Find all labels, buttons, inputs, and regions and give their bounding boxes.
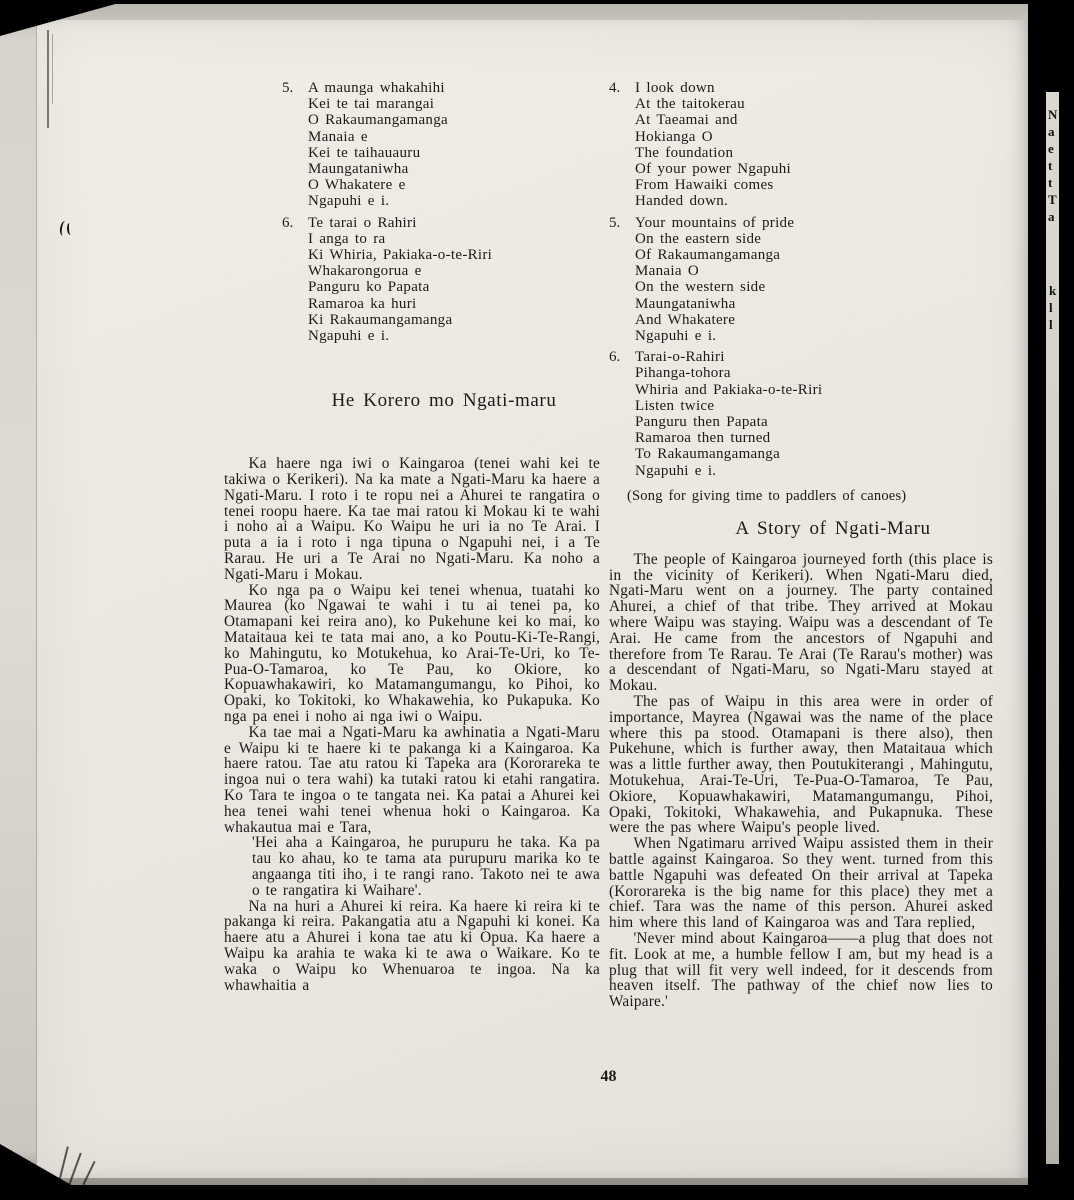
paragraph: Ka haere nga iwi o Kaingaroa (tenei wahi kei te takiwa o Kerikeri). Na ka mate a Ngati-Maru ka haere a Ngati-Maru. I roto i te ropu nei a Ahurei te rangatira o tenei roopu haere. Ka tae mai ratou ki Mokau ki te wahi i noho ai a Waipu. Ko Waipu he uri ia no Te Arai. I puta a ia i roto i nga tipuna o Ngapuhi nei, i a Te Rarau. He uri a Te Arai no Ngati-Maru. Ka noho a Ngati-Maru i Mokau. bbox=[224, 455, 600, 583]
verse-line: Listen twice bbox=[635, 397, 715, 414]
edge-letter: l bbox=[1049, 300, 1053, 315]
verse-line: Hokianga O bbox=[635, 128, 713, 145]
verse-line: Of Rakaumangamanga bbox=[635, 247, 781, 264]
paragraph: 'Never mind about Kaingaroa——a plug that does not fit. Look at me, a humble fellow I am, but my head is a plug that will fit very well indeed, for it descends from heaven itself. The pathway of the chief now lies to Waipare.' bbox=[609, 930, 993, 1011]
verse-line: Kei te taihauauru bbox=[308, 144, 421, 161]
verse-line: Ramaroa ka huri bbox=[308, 295, 417, 312]
edge-letter: t bbox=[1048, 175, 1053, 190]
verse bbox=[609, 215, 993, 345]
verse-line: O Whakatere e bbox=[308, 177, 406, 194]
verse-lines bbox=[635, 80, 791, 210]
paragraph: Na na huri a Ahurei ki reira. Ka haere ki reira ki te pakanga ki reira. Pakangatia atu a Ngapuhi ki konei. Ka haere atu a Ahurei i kona tae atu ki Opua. Ka haere a Waipu ka arahia te waka ki te awa o Waikare. Ko te waka o Waipu ko Whenuaroa te ingoa. Na ka whawhaitia a bbox=[224, 897, 600, 994]
verse-line: Of your power Ngapuhi bbox=[635, 161, 792, 178]
book-page bbox=[36, 20, 1033, 1178]
verse-line: I look down bbox=[635, 80, 715, 96]
edge-text-fragments-mid bbox=[1049, 282, 1056, 333]
edge-text-fragments-top bbox=[1048, 106, 1057, 225]
verse-line: Your mountains of pride bbox=[635, 214, 795, 231]
verse-lines bbox=[635, 349, 822, 479]
scan-bottom-black-edge bbox=[0, 1185, 1074, 1200]
verse-line: O Rakaumangamanga bbox=[308, 112, 448, 129]
right-column bbox=[609, 80, 993, 1010]
verse-line: Manaia O bbox=[635, 263, 699, 280]
paragraph: Ko nga pa o Waipu kei tenei whenua, tuatahi ko Maurea (ko Ngawai te wahi i tu ai tenei pa, ko Otamapani kei reira ano), ko Pukehune kei ko mai, ko Mataitaua kei te tata mai ano, a ko Poutu-Ki-Te-Rangi, ko Mahingutu, ko Motukehua, ko Arai-Te-Uri, ko Te-Pua-O-Tamaroa, ko Te Pau, ko Okiore, ko Kopuawhakawiri, ko Matamangumangu, ko Pihoi, ko Opaki, ko Tokitoki, ko Whakawehia, ko Pukapuka. Ko nga pa enei i noho ai nga iwi o Waipu. bbox=[224, 581, 600, 725]
verse-line: Maungataniwha bbox=[308, 161, 409, 178]
right-paragraphs bbox=[609, 552, 993, 1010]
right-verses bbox=[609, 80, 993, 479]
verse-line: Ramaroa then turned bbox=[635, 430, 771, 447]
page-number: 48 bbox=[600, 1068, 617, 1085]
edge-letter: a bbox=[1048, 124, 1055, 139]
verse-number: 5. bbox=[609, 214, 621, 231]
verse-lines bbox=[635, 215, 794, 345]
verse-line: On the western side bbox=[635, 279, 766, 296]
verse-line: Manaia e bbox=[308, 128, 368, 145]
verse bbox=[282, 80, 600, 210]
verse-line: Panguru ko Papata bbox=[308, 279, 430, 296]
verse-line: Ngapuhi e i. bbox=[635, 462, 717, 479]
verse-line: Whiria and Pakiaka-o-te-Riri bbox=[635, 381, 823, 398]
verse-line: On the eastern side bbox=[635, 230, 762, 247]
verse-lines bbox=[308, 215, 492, 345]
verse-line: Ngapuhi e i. bbox=[635, 328, 717, 345]
verse-line: Handed down. bbox=[635, 193, 729, 210]
verse-number: 6. bbox=[282, 214, 294, 231]
verse-line: Pihanga-tohora bbox=[635, 365, 731, 382]
verse-line: Te tarai o Rahiri bbox=[308, 214, 417, 231]
left-verses bbox=[282, 80, 600, 344]
edge-letter: l bbox=[1049, 317, 1053, 332]
verse-line: Ki Whiria, Pakiaka-o-te-Riri bbox=[308, 247, 493, 264]
binding-mark bbox=[52, 34, 53, 104]
song-caption: (Song for giving time to paddlers of canoes) bbox=[627, 487, 907, 504]
verse-line: Maungataniwha bbox=[635, 295, 736, 312]
section-heading-english: A Story of Ngati-Maru bbox=[735, 517, 931, 539]
verse-line: A maunga whakahihi bbox=[308, 80, 445, 96]
edge-letter: N bbox=[1048, 107, 1058, 122]
edge-letter: T bbox=[1048, 192, 1057, 207]
verse-line: Ki Rakaumangamanga bbox=[308, 311, 453, 328]
binding-mark bbox=[47, 30, 49, 128]
verse-line: And Whakatere bbox=[635, 311, 736, 328]
quote-paragraph: 'Hei aha a Kaingaroa, he purupuru he taka. Ka pa tau ko ahau, ko te tama ata purupuru marika ko te angaanga titi iho, i te rangi rano. Takoto nei te awa o te rangatira ki Waihare'. bbox=[252, 834, 600, 899]
edge-letter: e bbox=[1048, 141, 1054, 156]
edge-letter: k bbox=[1049, 283, 1057, 298]
verse-line: At the taitokerau bbox=[635, 96, 745, 113]
left-paragraphs bbox=[224, 456, 600, 993]
left-column bbox=[224, 80, 600, 993]
verse-line: At Taeamai and bbox=[635, 112, 738, 129]
verse-line: From Hawaiki comes bbox=[635, 177, 774, 194]
verse-line: Tarai-o-Rahiri bbox=[635, 349, 725, 366]
verse-line: The foundation bbox=[635, 144, 734, 161]
paragraph: When Ngatimaru arrived Waipu assisted them in their battle against Kaingaroa. So they went. turned from this battle Ngapuhi was defeated On their arrival at Tapeka (Kororareka is the big name for this place) they met a chief. Tara was the name of this person. Ahurei asked him where this land of Kaingaroa was and Tara replied, bbox=[609, 835, 993, 932]
scan-corner-shadow-top-left bbox=[0, 0, 130, 36]
verse bbox=[609, 349, 993, 479]
verse-line: I anga to ra bbox=[308, 230, 386, 247]
paragraph: The people of Kaingaroa journeyed forth (this place is in the vicinity of Kerikeri). When Ngati-Maru died, Ngati-Maru went on a journey. The party contained Ahurei, a chief of that tribe. They arrived at Mokau where Waipu was staying. Waipu was a descendant of Te Arai. He came from the ancestors of Ngapuhi and therefore from Te Rarau. Te Arai (Te Rarau's mother) was a descendant of Ngati-Maru, so Ngati-Maru stayed at Mokau. bbox=[609, 550, 993, 695]
verse bbox=[282, 215, 600, 345]
verse-line: Panguru then Papata bbox=[635, 414, 769, 431]
paragraph: The pas of Waipu in this area were in order of importance, Mayrea (Ngawai was the name of the place where this pa stood. Otamapani is there also), then Pukehune, which is further away, then Mataitaua which was a little further away, then Poutukiterangi , Mahingutu, Motukehua, Arai-Te-Uri, Te-Pua-O-Tamaroa, Te Pau, Okiore, Kopuawhakawiri, Matamangumangu, Pihoi, Opaki, Tokitoki, Whakawehia, and Pukapnuka. These were the pas where Waipu's people lived. bbox=[609, 693, 993, 837]
verse-line: To Rakaumangamanga bbox=[635, 446, 781, 463]
verse-line: Kei te tai marangai bbox=[308, 96, 435, 113]
verse-line: Ngapuhi e i. bbox=[308, 328, 390, 345]
verse bbox=[609, 80, 993, 210]
verse-lines bbox=[308, 80, 448, 210]
paragraph: Ka tae mai a Ngati-Maru ka awhinatia a Ngati-Maru e Waipu ki te haere ki te pakanga ki a Kaingaroa. Ka haere ratou. Tae atu ratou ki Tapeka ara (Kororareka te ingoa nui o tera wahi) ka tutaki ratou ki etahi rangatira. Ko Tara te ingoa o te tangata nei. Ka patai a Ahurei kei hea tenei wahi tenei whenua hoki o Kaingaroa. Ka whakautua mai e Tara, bbox=[224, 723, 600, 836]
verse-line: Whakarongorua e bbox=[308, 263, 422, 280]
next-page-edge-sliver bbox=[1046, 92, 1059, 1164]
verse-number: 6. bbox=[609, 349, 621, 366]
binding-mark bbox=[67, 223, 74, 235]
edge-letter: a bbox=[1048, 209, 1055, 224]
section-heading-maori: He Korero mo Ngati-maru bbox=[331, 390, 557, 412]
verse-number: 4. bbox=[609, 80, 621, 96]
verse-number: 5. bbox=[282, 80, 294, 96]
edge-letter: t bbox=[1048, 158, 1053, 173]
verse-line: Ngapuhi e i. bbox=[308, 193, 390, 210]
